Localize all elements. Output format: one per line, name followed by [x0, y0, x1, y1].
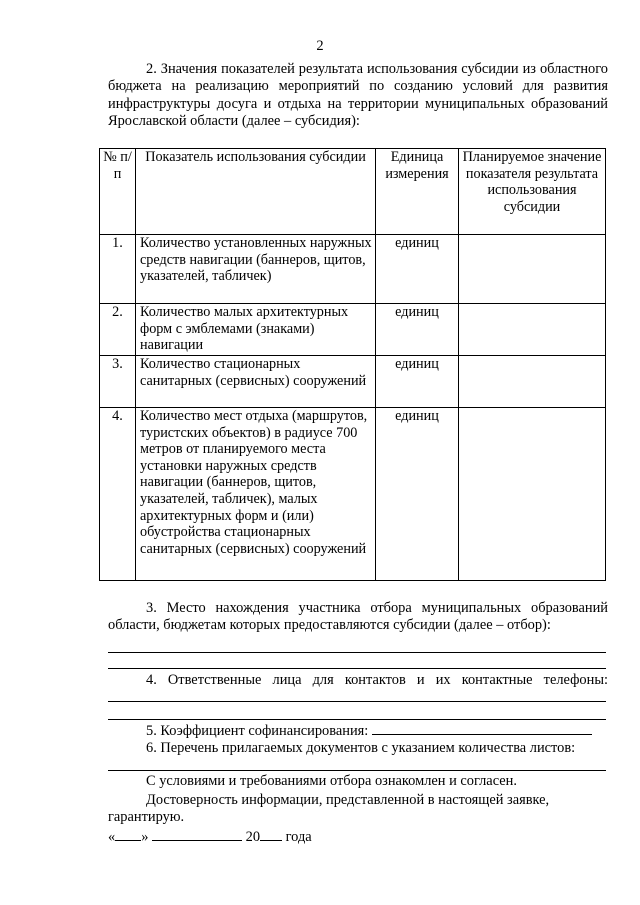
section-3-text: 3. Место нахождения участника отбора муниципальных образований области, бюджетам которых предоставляются субсидии (далее – отбор):: [108, 600, 608, 634]
cofinancing-coefficient-field[interactable]: [372, 721, 592, 735]
agreement-text: С условиями и требованиями отбора ознакомлен и согласен.: [146, 773, 517, 789]
row-planned-value[interactable]: [459, 356, 606, 408]
row-indicator: Количество стационарных санитарных (сервисных) сооружений: [136, 356, 376, 408]
section-3-fill-line-2[interactable]: [108, 668, 606, 669]
row-num: 3.: [100, 356, 136, 408]
row-indicator: Количество установленных наружных средств навигации (баннеров, щитов, указателей, табличек): [136, 235, 376, 304]
row-num: 2.: [100, 304, 136, 356]
date-century: 20: [245, 829, 261, 845]
row-planned-value[interactable]: [459, 235, 606, 304]
table-row: [100, 408, 606, 581]
row-unit: единиц: [376, 235, 459, 304]
row-unit: единиц: [376, 304, 459, 356]
section-3-fill-line-1[interactable]: [108, 652, 606, 653]
section-5-text: 5. Коэффициент софинансирования:: [146, 723, 369, 739]
section-6-fill-line[interactable]: [108, 770, 606, 771]
page-number: 2: [316, 38, 324, 54]
table-row: [100, 235, 606, 304]
row-planned-value[interactable]: [459, 408, 606, 581]
section-4-fill-line-2[interactable]: [108, 719, 606, 720]
section-4-fill-line-1[interactable]: [108, 701, 606, 702]
section-2-text: 2. Значения показателей результата использования субсидии из областного бюджета на реализацию мероприятий по созданию условий для развития инфраструктуры досуга и отдыха на территории муниципальных образований Ярославской области (далее – субсидия):: [108, 61, 608, 130]
section-6-text: 6. Перечень прилагаемых документов с указанием количества листов:: [146, 740, 576, 756]
row-num: 4.: [100, 408, 136, 581]
row-indicator: Количество мест отдыха (маршрутов, туристских объектов) в радиусе 700 метров от планируемого места установки наружных средств навигации (баннеров, щитов, указателей, табличек), малых архитектурных форм и (или) обустройства стационарных санитарных (сервисных) сооружений: [136, 408, 376, 581]
date-suffix: года: [285, 829, 312, 845]
guarantee-text: Достоверность информации, представленной в настоящей заявке, гарантирую.: [108, 792, 550, 826]
row-num: 1.: [100, 235, 136, 304]
section-5-line: [146, 721, 592, 740]
table-row: [100, 304, 606, 356]
date-day-field[interactable]: [115, 828, 141, 841]
table-row: [100, 356, 606, 408]
date-close-quote: »: [141, 829, 149, 845]
header-unit: Единица измерения: [376, 149, 459, 235]
header-planned: Планируемое значение показателя результата использования субсидии: [459, 149, 606, 235]
header-indicator: Показатель использования субсидии: [136, 149, 376, 235]
date-line: [108, 828, 312, 846]
indicators-table: [99, 148, 606, 581]
row-unit: единиц: [376, 356, 459, 408]
table-header-row: [100, 149, 606, 235]
header-num: № п/п: [100, 149, 136, 235]
row-unit: единиц: [376, 408, 459, 581]
row-planned-value[interactable]: [459, 304, 606, 356]
date-open-quote: «: [108, 829, 116, 845]
section-4-text: 4. Ответственные лица для контактов и их контактные телефоны:: [146, 672, 608, 688]
date-year-field[interactable]: [260, 828, 282, 841]
row-indicator: Количество малых архитектурных форм с эмблемами (знаками) навигации: [136, 304, 376, 356]
date-month-field[interactable]: [152, 828, 242, 841]
